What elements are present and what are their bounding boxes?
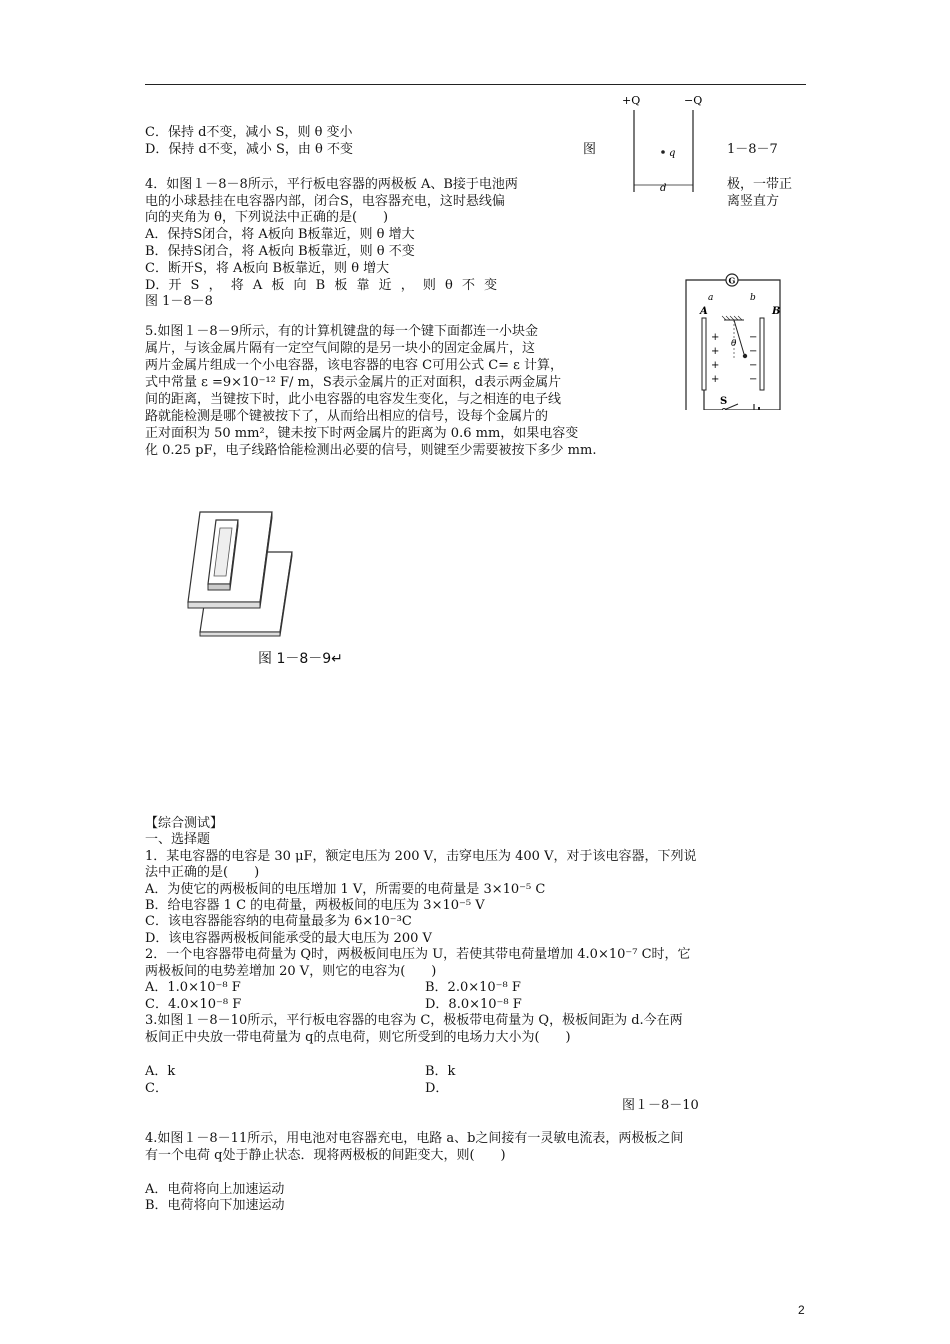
svg-text:−: − xyxy=(749,332,758,343)
fig187-plus-label: +Q xyxy=(622,94,641,107)
fig187-charge-dot xyxy=(661,150,665,154)
page-number: 2 xyxy=(798,1303,805,1317)
q5-line-7: 正对面积为 50 mm²，键未按下时两金属片的距离为 0.6 mm，如果电容变 xyxy=(145,426,579,441)
q3-option-d: D．保持 d不变，减小 S，由 θ 不变 xyxy=(145,142,354,157)
t-q2-option-d: D．8.0×10⁻⁸ F xyxy=(425,997,522,1012)
figure-1-8-7 xyxy=(612,88,712,198)
q5-line-1: 5.如图１－8－9所示，有的计算机键盘的每一个键下面都连一小块金 xyxy=(145,324,538,339)
t-q1-line-2: 法中正确的是( ) xyxy=(145,865,260,880)
svg-text:+: + xyxy=(711,332,720,343)
fig-1810-caption: 图１－8－10 xyxy=(622,1098,699,1113)
t-q1-option-b: B．给电容器 1 C 的电荷量，两极板间的电压为 3×10⁻⁵ V xyxy=(145,898,485,913)
svg-text:+: + xyxy=(711,374,720,385)
q4-option-d: D．开 S ， 将 A 板 向 B 板 靠 近 ， 则 θ 不 变 xyxy=(145,278,498,293)
svg-text:−: − xyxy=(749,374,758,385)
t-q1-option-a: A．为使它的两极板间的电压增加 1 V，所需要的电荷量是 3×10⁻⁵ C xyxy=(145,882,546,897)
t-q3-option-b: B．k xyxy=(425,1064,456,1079)
header-rule xyxy=(145,84,806,85)
fig-187-label-left: 图 xyxy=(583,142,597,157)
fig188-plate-a xyxy=(702,318,706,390)
t-q3-line-1: 3.如图１－8－10所示，平行板电容器的电容为 C，极板带电荷量为 Q，极板间距为 d.今在两 xyxy=(145,1013,683,1028)
fig188-ball xyxy=(743,354,747,358)
fig-189-caption: 图 1－8－9↵ xyxy=(258,651,343,667)
fig188-a-label: a xyxy=(708,293,714,303)
t-q3-line-2: 板间正中央放一带电荷量为 q的点电荷，则它所受到的电场力大小为( ) xyxy=(145,1030,571,1045)
q4-option-b: B．保持S闭合，将 A板向 B板靠近，则 θ 不变 xyxy=(145,244,415,259)
t-q2-line-1: 2．一个电容器带电荷量为 Q时，两极板间电压为 U，若使其带电荷量增加 4.0×10⁻⁷ C时，它 xyxy=(145,947,691,962)
fig187-charge-label: q xyxy=(669,148,676,159)
figure-1-8-8 xyxy=(676,268,796,410)
q3-option-c: C．保持 d不变，减小 S，则 θ 变小 xyxy=(145,125,353,140)
figure-1-8-9 xyxy=(180,500,310,640)
q5-line-5: 间的距离，当键按下时，此小电容器的电容发生变化，与之相连的电子线 xyxy=(145,392,562,407)
t-q1-option-d: D．该电容器两极板间能承受的最大电压为 200 V xyxy=(145,931,432,946)
fig187-distance-label: d xyxy=(660,183,667,194)
q4-option-a: A．保持S闭合，将 A板向 B板靠近，则 θ 增大 xyxy=(145,227,415,242)
fig-188-caption: 图 1－8－8 xyxy=(145,294,213,309)
fig188-B-label: B xyxy=(772,306,781,317)
fig188-b-label: b xyxy=(750,293,756,303)
svg-text:+: + xyxy=(711,360,720,371)
t-q4-line-1: 4.如图１－8－11所示，用电池对电容器充电，电路 a、b之间接有一灵敏电流表，两极板之间 xyxy=(145,1131,684,1146)
t-q4-line-2: 有一个电荷 q处于静止状态．现将两极板的间距变大，则( ) xyxy=(145,1148,506,1163)
q4-line-2: 电的小球悬挂在电容器内部，闭合S，电容器充电，这时悬线偏 xyxy=(145,194,505,209)
t-q2-option-a: A．1.0×10⁻⁸ F xyxy=(145,980,241,995)
t-q3-option-d: D． xyxy=(425,1081,449,1096)
fig188-g-label: G xyxy=(728,275,736,286)
q5-line-6: 路就能检测是哪个键被按下了，从而给出相应的信号，设每个金属片的 xyxy=(145,409,549,424)
fig187-minus-label: −Q xyxy=(684,94,703,107)
q4-line-1: 4．如图１－8－8所示，平行板电容器的两极板 A、B接于电池两 xyxy=(145,177,518,192)
t-q4-option-a: A．电荷将向上加速运动 xyxy=(145,1182,285,1197)
q5-line-3: 两片金属片组成一个小电容器，该电容器的电容 C可用公式 C= ε 计算， xyxy=(145,358,564,373)
t-q2-option-c: C．4.0×10⁻⁸ F xyxy=(145,997,242,1012)
svg-text:−: − xyxy=(749,346,758,357)
q5-line-8: 化 0.25 pF，电子线路恰能检测出必要的信号，则键至少需要被按下多少 mm. xyxy=(145,443,597,458)
q4-option-c: C．断开S，将 A板向 B板靠近，则 θ 增大 xyxy=(145,261,390,276)
fig188-theta-label: θ xyxy=(731,339,737,349)
subsection-heading: 一、选择题 xyxy=(145,832,211,847)
t-q1-line-1: 1．某电容器的电容是 30 μF，额定电压为 200 V，击穿电压为 400 V，对于该电容器，下列说 xyxy=(145,849,697,864)
svg-text:+: + xyxy=(711,346,720,357)
q4-line-2-right: 离竖直方 xyxy=(727,194,780,209)
fig188-A-label: A xyxy=(700,306,708,317)
t-q1-option-c: C．该电容器能容纳的电荷量最多为 6×10⁻³C xyxy=(145,914,412,929)
t-q3-option-a: A．k xyxy=(145,1064,176,1079)
t-q3-option-c: C． xyxy=(145,1081,168,1096)
q4-line-1-right: 极，一带正 xyxy=(727,177,793,192)
fig-187-label-right: 1－8－7 xyxy=(727,142,778,157)
svg-text:−: − xyxy=(749,360,758,371)
t-q2-option-b: B．2.0×10⁻⁸ F xyxy=(425,980,521,995)
section-heading: 【综合测试】 xyxy=(145,816,224,831)
q4-line-3: 向的夹角为 θ，下列说法中正确的是( ) xyxy=(145,210,389,225)
t-q2-line-2: 两极板间的电势差增加 20 V，则它的电容为( ) xyxy=(145,964,437,979)
fig188-switch-label: S xyxy=(720,396,728,407)
fig188-plate-b xyxy=(760,318,764,390)
q5-line-4: 式中常量 ε =9×10⁻¹² F/ m，S表示金属片的正对面积，d表示两金属片 xyxy=(145,375,562,390)
t-q4-option-b: B．电荷将向下加速运动 xyxy=(145,1198,285,1213)
q5-line-2: 属片，与该金属片隔有一定空气间隙的是另一块小的固定金属片，这 xyxy=(145,341,536,356)
